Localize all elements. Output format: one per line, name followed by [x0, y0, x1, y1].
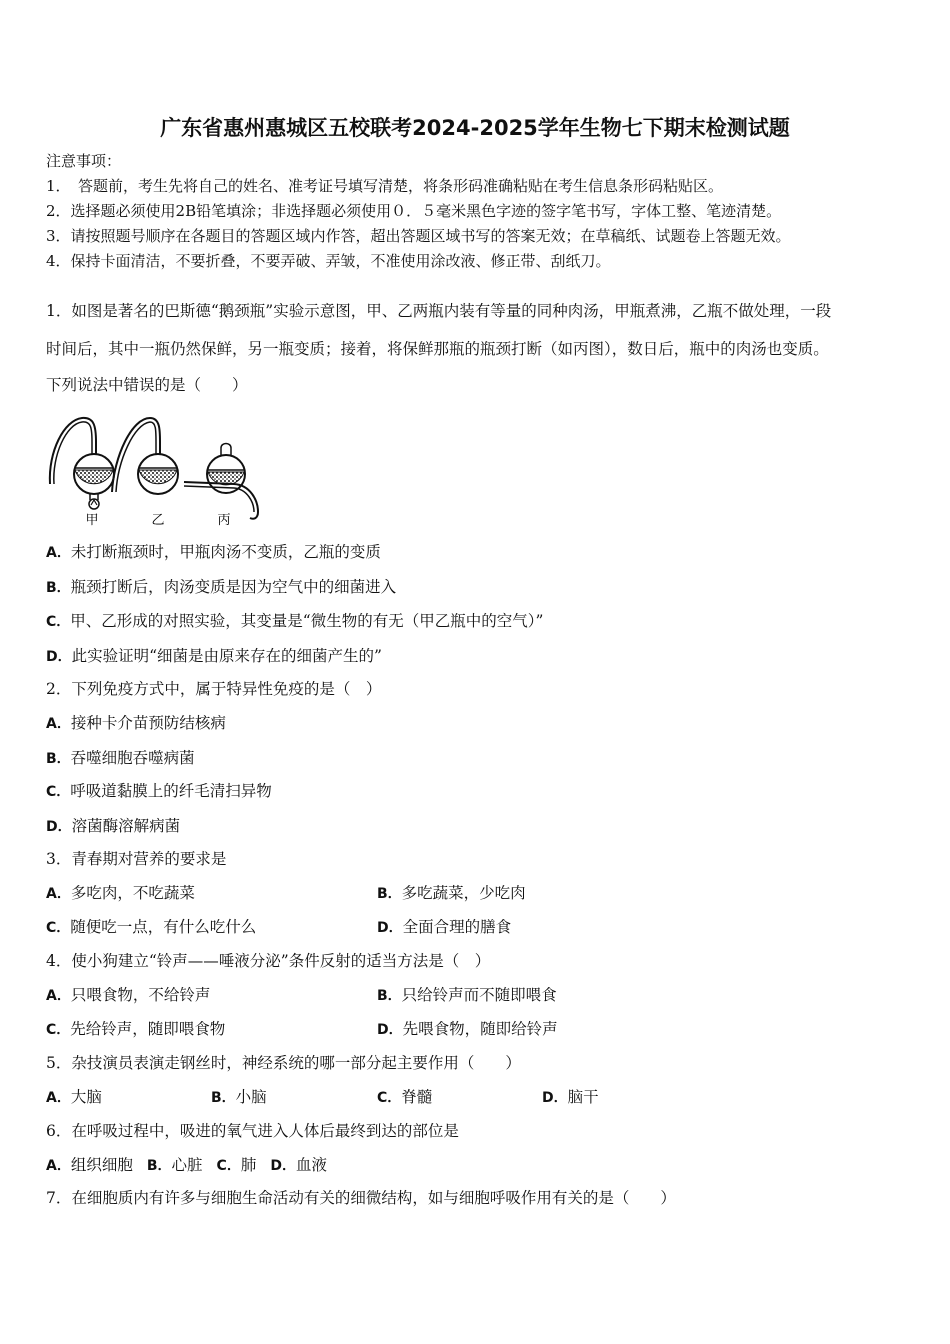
- option-text: 甲、乙形成的对照实验，其变量是“微生物的有无（甲乙瓶中的空气）”: [70, 612, 544, 630]
- option-label: C．: [377, 1090, 402, 1106]
- question-4-stem: 4．使小狗建立“铃声——唾液分泌”条件反射的适当方法是（ ）: [46, 952, 491, 970]
- q1-option-a: [46, 541, 381, 564]
- q2-option-b: [46, 747, 195, 770]
- q5-option-c: [377, 1086, 432, 1109]
- q5-option-b: [211, 1086, 267, 1109]
- q3-option-c: [46, 916, 256, 939]
- option-label: C．: [46, 784, 71, 800]
- q4-option-c: [46, 1018, 225, 1041]
- option-label: C．: [216, 1158, 241, 1174]
- flask-yi: [112, 418, 178, 494]
- option-label: A．: [46, 545, 71, 561]
- q1-option-d: [46, 645, 382, 668]
- option-text: 心脏: [171, 1156, 203, 1174]
- q5-option-d: [542, 1086, 599, 1109]
- option-label: D．: [542, 1090, 568, 1106]
- flask-jia: [50, 418, 114, 509]
- option-label: D．: [46, 819, 72, 835]
- q6-options: [46, 1154, 327, 1177]
- q1-option-c: [46, 610, 543, 633]
- notice-item: 3．请按照题号顺序在各题目的答题区域内作答，超出答题区域书写的答案无效；在草稿纸、试题卷上答题无效。: [46, 227, 791, 245]
- q2-option-a: [46, 712, 226, 735]
- option-text: 呼吸道黏膜上的纤毛清扫异物: [70, 782, 272, 800]
- question-3-stem: 3．青春期对营养的要求是: [46, 850, 227, 868]
- option-label: D．: [377, 920, 403, 936]
- figure-label-bing: 丙: [217, 513, 231, 528]
- option-text: 多吃肉，不吃蔬菜: [70, 884, 195, 902]
- question-1-stem-cont: 时间后，其中一瓶仍然保鲜，另一瓶变质；接着，将保鲜那瓶的瓶颈打断（如丙图），数日后，瓶中的肉汤也变质。: [46, 340, 829, 358]
- option-text: 肺: [240, 1156, 257, 1174]
- option-label: B．: [211, 1090, 236, 1106]
- notice-item: 2．选择题必须使用2B铅笔填涂；非选择题必须使用０．５毫米黑色字迹的签字笔书写，字体工整、笔迹清楚。: [46, 202, 782, 220]
- q4-option-d: [377, 1018, 558, 1041]
- q3-option-a: [46, 882, 195, 905]
- option-label: B．: [377, 988, 402, 1004]
- option-label: B．: [46, 580, 71, 596]
- option-label: A．: [46, 988, 71, 1004]
- option-text: 先喂食物，随即给铃声: [402, 1020, 558, 1038]
- swan-neck-flask-figure: [44, 412, 266, 530]
- option-text: 血液: [295, 1156, 327, 1174]
- question-7-stem: 7．在细胞质内有许多与细胞生命活动有关的细微结构，如与细胞呼吸作用有关的是（ ）: [46, 1189, 676, 1207]
- q2-option-d: [46, 815, 180, 838]
- q4-option-a: [46, 984, 210, 1007]
- option-label: D．: [270, 1158, 296, 1174]
- option-text: 先给铃声，随即喂食物: [70, 1020, 226, 1038]
- option-label: C．: [46, 920, 71, 936]
- question-1-stem: 1．如图是著名的巴斯德“鹅颈瓶”实验示意图，甲、乙两瓶内装有等量的同种肉汤，甲瓶煮沸，乙瓶不做处理，一段: [46, 302, 832, 320]
- question-1-prompt: 下列说法中错误的是（ ）: [46, 376, 248, 394]
- option-text: 只给铃声而不随即喂食: [401, 986, 557, 1004]
- option-text: 未打断瓶颈时，甲瓶肉汤不变质，乙瓶的变质: [70, 543, 381, 561]
- option-text: 脑干: [567, 1088, 599, 1106]
- notice-item: 4．保持卡面清洁，不要折叠，不要弄破、弄皱，不准使用涂改液、修正带、刮纸刀。: [46, 252, 611, 270]
- option-label: A．: [46, 1090, 71, 1106]
- page-title: 广东省惠州惠城区五校联考2024-2025学年生物七下期末检测试题: [160, 116, 790, 140]
- option-text: 大脑: [70, 1088, 102, 1106]
- option-label: B．: [46, 751, 71, 767]
- option-text: 随便吃一点，有什么吃什么: [70, 918, 257, 936]
- figure-label-jia: 甲: [85, 513, 99, 528]
- question-2-stem: 2．下列免疫方式中，属于特异性免疫的是（ ）: [46, 680, 382, 698]
- option-label: A．: [46, 1158, 71, 1174]
- notice-heading: 注意事项：: [46, 152, 122, 170]
- option-text: 此实验证明“细菌是由原来存在的细菌产生的”: [71, 647, 382, 665]
- option-label: B．: [146, 1158, 172, 1174]
- notice-item: 1． 答题前，考生先将自己的姓名、准考证号填写清楚，将条形码准确粘贴在考生信息条形码粘贴区。: [46, 177, 724, 195]
- option-label: A．: [46, 886, 71, 902]
- option-text: 溶菌酶溶解病菌: [71, 817, 181, 835]
- q1-option-b: [46, 576, 396, 599]
- option-text: 组织细胞: [70, 1156, 133, 1174]
- flask-bing: [184, 444, 258, 519]
- q2-option-c: [46, 780, 272, 803]
- q3-option-d: [377, 916, 511, 939]
- option-label: C．: [46, 614, 71, 630]
- q5-option-a: [46, 1086, 102, 1109]
- option-text: 吞噬细胞吞噬病菌: [70, 749, 195, 767]
- option-label: D．: [46, 649, 72, 665]
- option-text: 全面合理的膳食: [402, 918, 512, 936]
- question-6-stem: 6．在呼吸过程中，吸进的氧气进入人体后最终到达的部位是: [46, 1122, 459, 1140]
- option-label: A．: [46, 716, 71, 732]
- q3-option-b: [377, 882, 526, 905]
- option-text: 小脑: [235, 1088, 267, 1106]
- question-5-stem: 5．杂技演员表演走钢丝时，神经系统的哪一部分起主要作用（ ）: [46, 1054, 521, 1072]
- option-label: C．: [46, 1022, 71, 1038]
- q4-option-b: [377, 984, 557, 1007]
- option-label: D．: [377, 1022, 403, 1038]
- option-label: B．: [377, 886, 402, 902]
- option-text: 瓶颈打断后，肉汤变质是因为空气中的细菌进入: [70, 578, 397, 596]
- figure-label-yi: 乙: [151, 513, 165, 528]
- option-text: 接种卡介苗预防结核病: [70, 714, 226, 732]
- option-text: 多吃蔬菜，少吃肉: [401, 884, 526, 902]
- option-text: 脊髓: [401, 1088, 433, 1106]
- option-text: 只喂食物，不给铃声: [70, 986, 211, 1004]
